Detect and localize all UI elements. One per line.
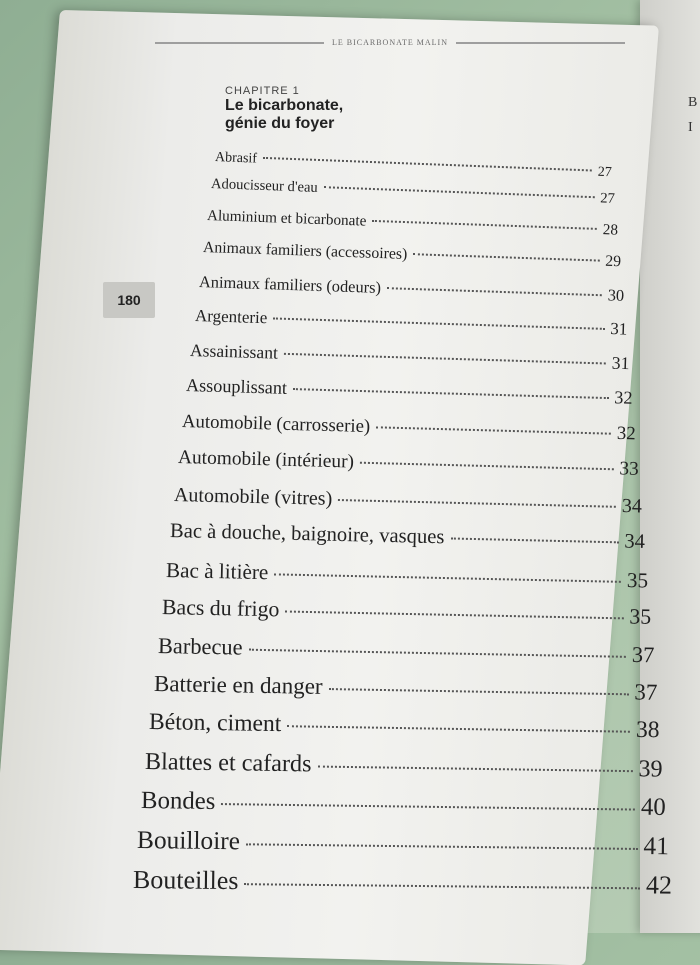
toc-entry-label: Batterie en danger <box>153 671 323 699</box>
toc-leader-dots <box>274 573 621 583</box>
adjacent-page-fragment: B <box>688 95 698 110</box>
toc-entry-label: Abrasif <box>214 150 258 167</box>
adjacent-page-fragment: I <box>688 120 693 135</box>
toc-leader-dots <box>273 317 604 329</box>
toc-leader-dots <box>285 611 623 620</box>
toc-leader-dots <box>387 287 602 296</box>
toc-leader-dots <box>284 353 606 365</box>
toc-leader-dots <box>293 388 608 399</box>
toc-entry-label: Bacs du frigo <box>161 595 280 622</box>
toc-entry-page: 32 <box>616 422 637 445</box>
toc-entry-page: 27 <box>599 190 616 208</box>
toc-entry-page: 31 <box>611 352 631 374</box>
running-title: LE BICARBONATE MALIN <box>332 38 448 47</box>
toc-entry-page: 34 <box>624 530 646 554</box>
toc-leader-dots <box>222 803 636 810</box>
toc-entry-page: 39 <box>638 755 664 783</box>
toc-entry-page: 27 <box>597 164 613 181</box>
toc-entry-page: 33 <box>619 458 640 480</box>
toc-entry-page: 30 <box>607 285 625 305</box>
toc-leader-dots <box>318 765 633 772</box>
toc-entry-page: 31 <box>609 318 628 339</box>
toc-entry-page: 37 <box>631 641 655 668</box>
toc-entry-label: Automobile (vitres) <box>173 483 333 510</box>
toc-entry-label: Bac à litière <box>165 557 269 584</box>
toc-entry-label: Bouteilles <box>132 865 239 896</box>
toc-entry-page: 29 <box>604 252 622 271</box>
toc-entry-page: 34 <box>621 494 643 517</box>
toc-entry-label: Animaux familiers (odeurs) <box>198 271 381 297</box>
toc-entry-label: Bondes <box>141 786 216 815</box>
toc-leader-dots <box>338 499 616 508</box>
toc-entry-label: Bac à douche, baignoire, vasques <box>169 520 445 549</box>
chapter-heading <box>225 85 343 134</box>
toc-leader-dots <box>328 688 628 695</box>
toc-entry-label: Automobile (intérieur) <box>177 447 355 473</box>
toc-entry-label: Argenterie <box>194 305 268 327</box>
toc-entry-label: Assainissant <box>190 340 279 363</box>
toc-leader-dots <box>450 538 618 544</box>
chapter-kicker: CHAPITRE 1 <box>225 85 300 97</box>
toc-entry-page: 37 <box>633 679 658 705</box>
toc-entry-label: Blattes et cafards <box>145 747 313 778</box>
toc-entry <box>137 826 669 861</box>
toc-leader-dots <box>376 426 611 434</box>
toc-entry <box>133 865 672 901</box>
header-rule <box>456 42 625 44</box>
toc-entry-label: Aluminium et bicarbonate <box>206 206 367 230</box>
toc-entry-label: Adoucisseur d'eau <box>210 176 318 197</box>
header-rule <box>155 42 324 44</box>
running-header <box>155 38 625 47</box>
chapter-title-line1: Le bicarbonate, <box>225 97 344 114</box>
toc-entry-label: Bouilloire <box>136 825 241 855</box>
page-number-tab: 180 <box>103 282 155 318</box>
toc-leader-dots <box>324 187 595 199</box>
toc-entry-label: Animaux familiers (accessoires) <box>202 238 408 263</box>
toc-entry-page: 32 <box>614 387 634 409</box>
toc-entry-page: 38 <box>636 717 661 744</box>
toc-entry-page: 42 <box>645 870 673 900</box>
toc-leader-dots <box>244 883 640 889</box>
toc-entry-page: 35 <box>628 604 652 630</box>
toc-entry-label: Barbecue <box>157 632 243 660</box>
toc-entry-label: Automobile (carrosserie) <box>181 410 371 438</box>
toc-entry-page: 28 <box>602 220 619 239</box>
toc-entry-label: Assouplissant <box>186 375 288 399</box>
toc-entry-page: 35 <box>626 567 649 593</box>
toc-leader-dots <box>413 253 599 261</box>
toc-entry-page: 40 <box>640 793 667 821</box>
chapter-title-line2: génie du foyer <box>225 115 335 133</box>
toc-leader-dots <box>248 649 625 658</box>
toc-entry-page: 41 <box>643 831 670 861</box>
toc-leader-dots <box>372 220 596 230</box>
toc-leader-dots <box>288 726 631 734</box>
toc-leader-dots <box>360 462 613 471</box>
toc-leader-dots <box>246 843 638 850</box>
toc-entry-label: Béton, ciment <box>149 709 282 738</box>
